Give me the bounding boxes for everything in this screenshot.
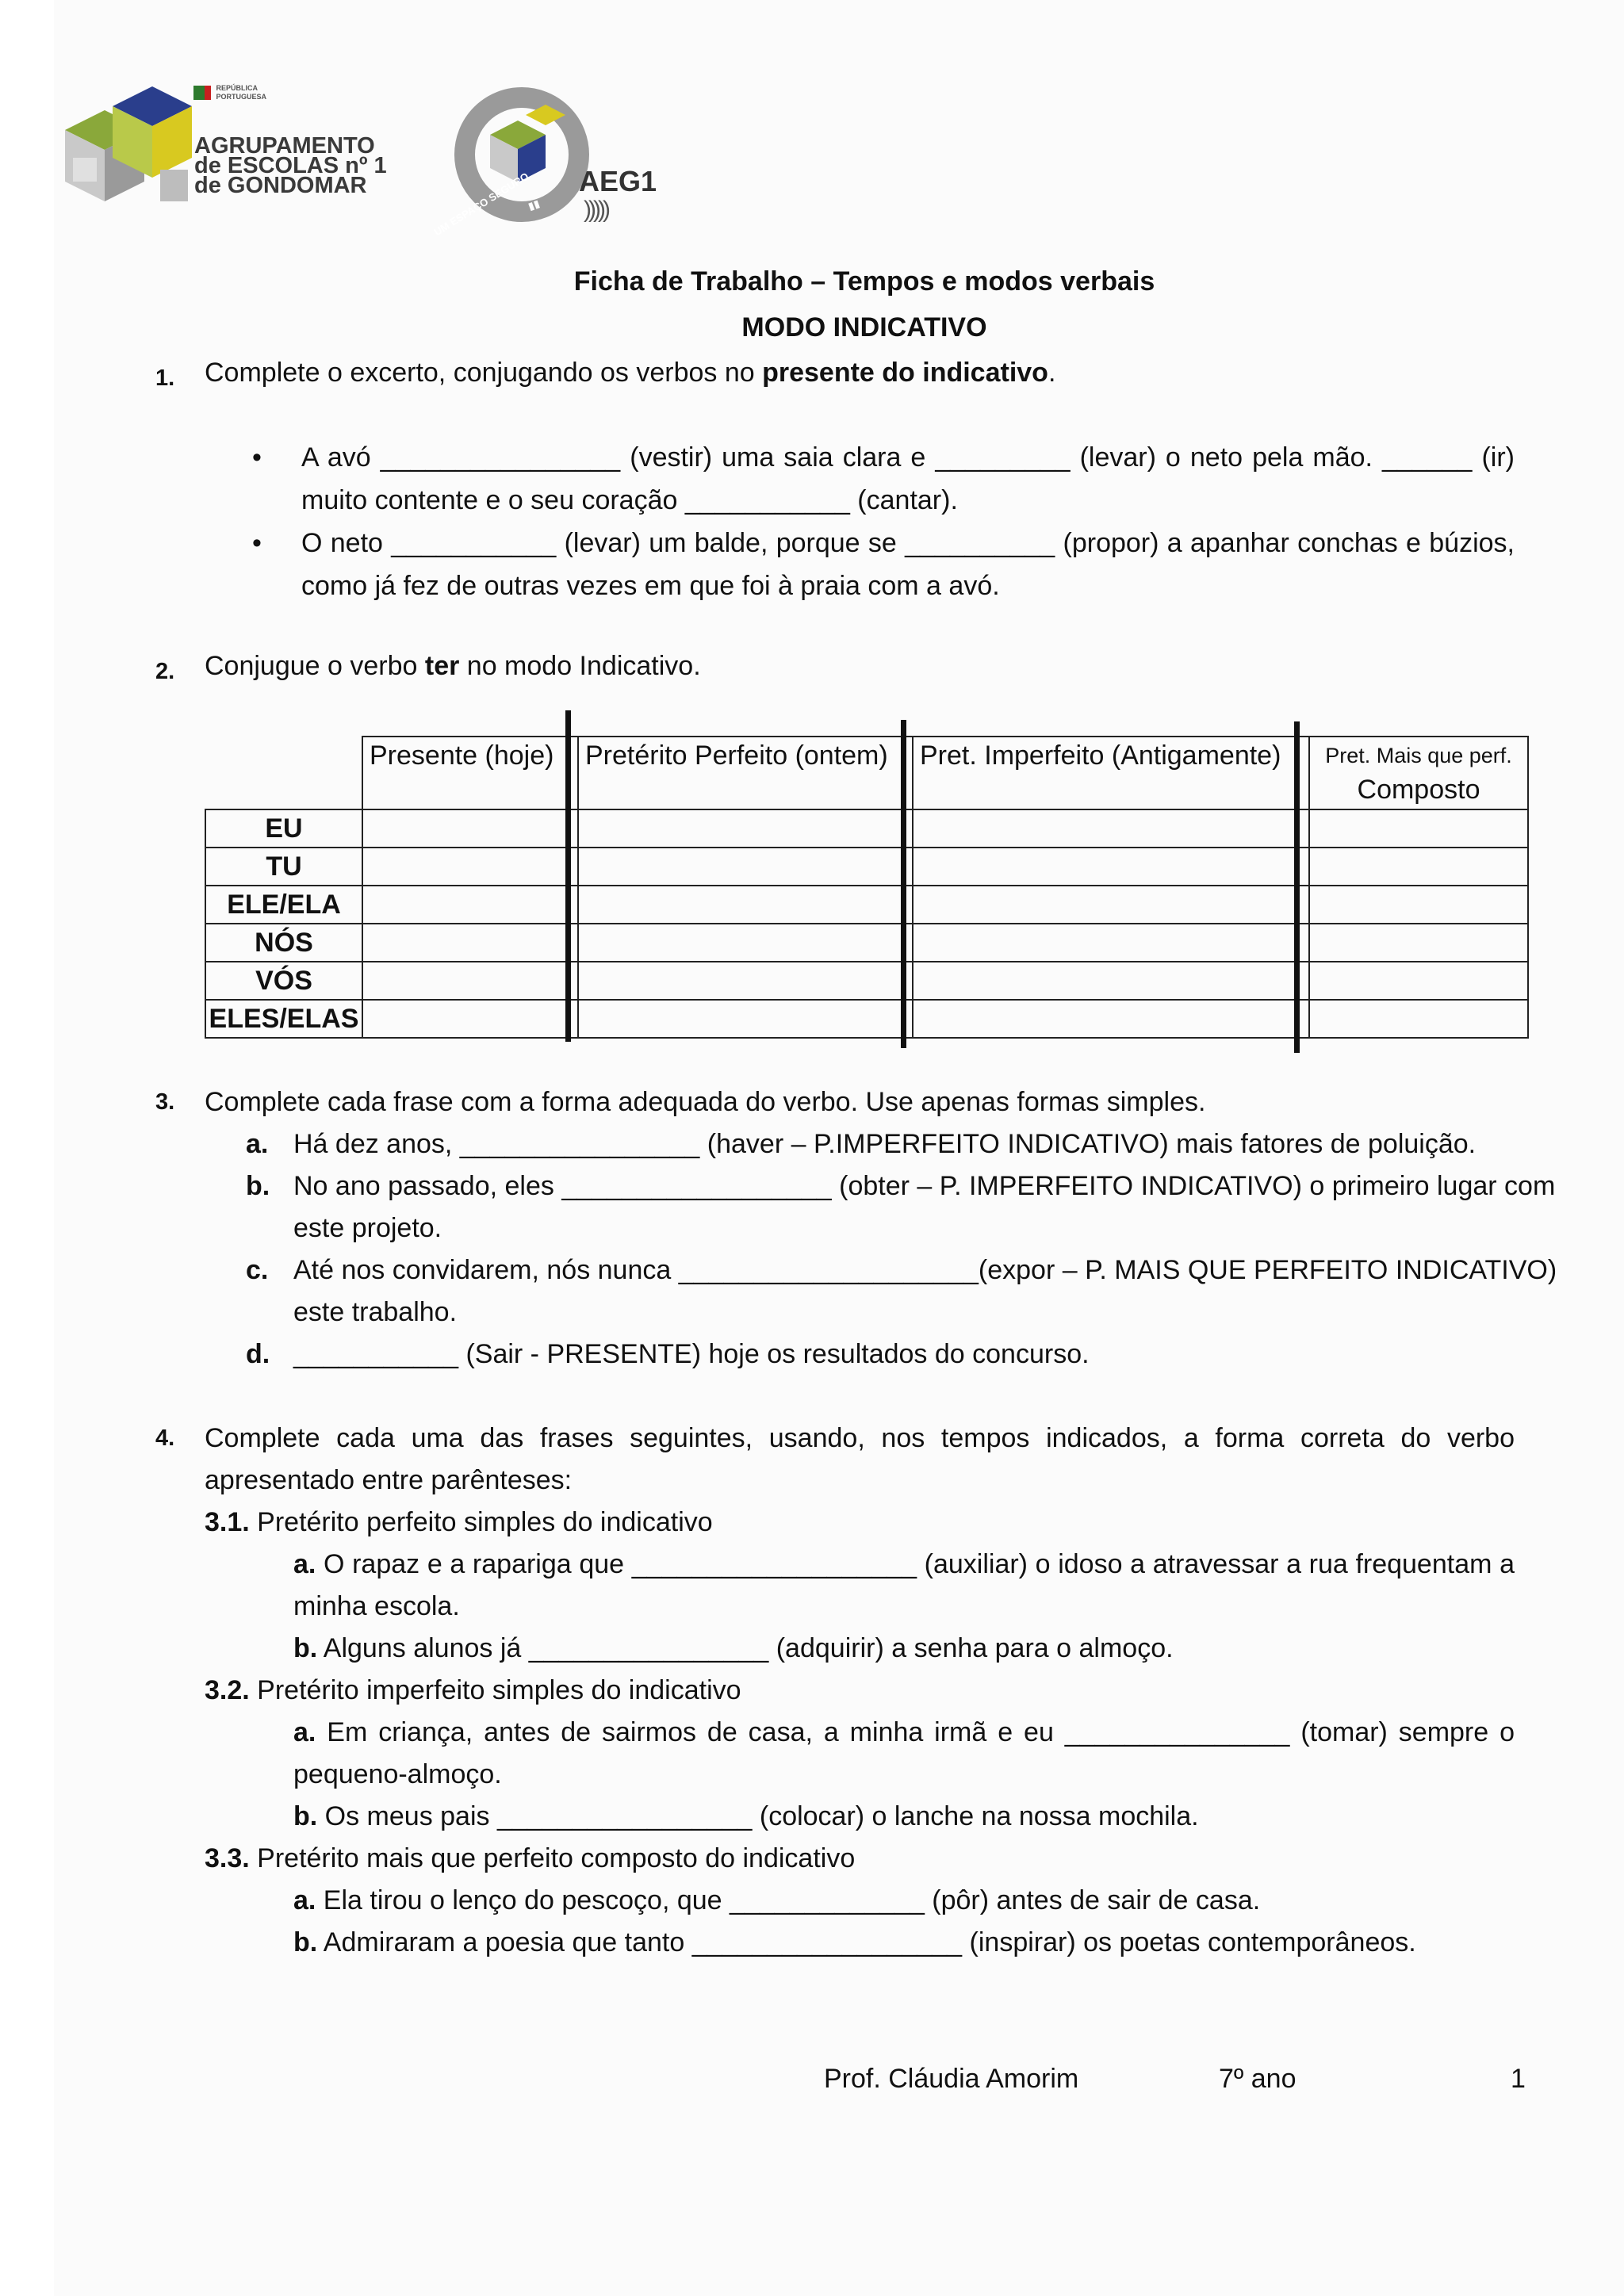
page-title: Ficha de Trabalho – Tempos e modos verbais — [573, 266, 1155, 297]
table-row — [205, 848, 1528, 886]
answer-cell[interactable] — [362, 924, 578, 962]
footer-teacher: Prof. Cláudia Amorim — [824, 2064, 1079, 2094]
aeg1-logo — [431, 79, 657, 239]
s3-1-item-b: b. Alguns alunos já ________________ (adquirir) a senha para o almoço. — [293, 1633, 1174, 1663]
column-header: Pret. Mais que perf. Composto — [1309, 737, 1528, 809]
table-row — [205, 886, 1528, 924]
answer-cell[interactable] — [362, 962, 578, 1000]
section-3-2-title: 3.2. Pretérito imperfeito simples do indicativo — [205, 1675, 741, 1705]
answer-cell[interactable] — [578, 809, 913, 848]
answer-cell[interactable] — [1309, 886, 1528, 924]
question-1-text: Complete o excerto, conjugando os verbos no presente do indicativo. — [205, 358, 1056, 388]
table-header-row — [205, 737, 1528, 809]
pronoun-cell: TU — [205, 848, 362, 886]
pronoun-cell: ELE/ELA — [205, 886, 362, 924]
q3-item-c-line-2: este trabalho. — [293, 1297, 458, 1327]
conjugation-table — [205, 736, 1529, 1039]
pronoun-cell: VÓS — [205, 962, 362, 1000]
q3-item-d: ___________ (Sair - PRESENTE) hoje os resultados do concurso. — [293, 1339, 1090, 1369]
answer-cell[interactable] — [578, 886, 913, 924]
item-letter: b. — [246, 1171, 270, 1201]
answer-cell[interactable] — [913, 1000, 1309, 1038]
thick-divider — [565, 710, 571, 1042]
q1-bullet-2-line-1: O neto ___________ (levar) um balde, porque se __________ (propor) a apanhar conchas e búzios, — [301, 528, 1515, 558]
government-label: REPÚBLICA PORTUGUESA — [193, 84, 266, 101]
table-row — [205, 1000, 1528, 1038]
answer-cell[interactable] — [913, 924, 1309, 962]
bullet-icon: • — [252, 442, 262, 473]
question-4-line-2: apresentado entre parênteses: — [205, 1465, 573, 1495]
section-3-1-title: 3.1. Pretérito perfeito simples do indicativo — [205, 1507, 713, 1537]
s3-2-item-a-line-1: a. Em criança, antes de sairmos de casa, a minha irmã e eu _______________ (tomar) sempre o — [293, 1717, 1515, 1747]
question-number: 1. — [155, 365, 175, 391]
page-number: 1 — [1511, 2064, 1526, 2094]
item-letter: a. — [246, 1129, 269, 1159]
signal-icon: ))))) — [584, 197, 607, 223]
answer-cell[interactable] — [578, 1000, 913, 1038]
bullet-icon: • — [252, 528, 262, 558]
section-3-3-title: 3.3. Pretérito mais que perfeito composto do indicativo — [205, 1843, 856, 1873]
answer-cell[interactable] — [913, 886, 1309, 924]
table-row — [205, 924, 1528, 962]
pronoun-cell: ELES/ELAS — [205, 1000, 362, 1038]
s3-3-item-a: a. Ela tirou o lenço do pescoço, que _____________ (pôr) antes de sair de casa. — [293, 1885, 1261, 1915]
answer-cell[interactable] — [1309, 809, 1528, 848]
table-row — [205, 809, 1528, 848]
question-number: 4. — [155, 1425, 175, 1451]
answer-cell[interactable] — [1309, 1000, 1528, 1038]
q3-item-b-line-2: este projeto. — [293, 1213, 442, 1243]
answer-cell[interactable] — [1309, 924, 1528, 962]
school-name: AGRUPAMENTO de ESCOLAS nº 1 de GONDOMAR — [194, 133, 387, 198]
answer-cell[interactable] — [362, 848, 578, 886]
q3-item-a: Há dez anos, ________________ (haver – P.IMPERFEITO INDICATIVO) mais fatores de poluição. — [293, 1129, 1477, 1159]
item-letter: c. — [246, 1255, 269, 1285]
answer-cell[interactable] — [362, 886, 578, 924]
answer-cell[interactable] — [1309, 848, 1528, 886]
table-corner — [205, 737, 362, 809]
q3-item-c-line-1: Até nos convidarem, nós nunca ____________________(expor – P. MAIS QUE PERFEITO INDICATIVO) — [293, 1255, 1557, 1285]
thick-divider — [901, 720, 906, 1048]
item-letter: d. — [246, 1339, 270, 1369]
answer-cell[interactable] — [913, 962, 1309, 1000]
school-cubes-icon — [57, 82, 200, 217]
column-header: Pretérito Perfeito (ontem) — [578, 737, 913, 809]
s3-1-item-a-line-1: a. O rapaz e a rapariga que ___________________ (auxiliar) o idoso a atravessar a rua frequentam a — [293, 1549, 1515, 1579]
pronoun-cell: EU — [205, 809, 362, 848]
q1-bullet-2-line-2: como já fez de outras vezes em que foi à praia com a avó. — [301, 571, 1000, 601]
q1-bullet-1-line-1: A avó ________________ (vestir) uma saia clara e _________ (levar) o neto pela mão. ______ (ir) — [301, 442, 1515, 473]
answer-cell[interactable] — [913, 809, 1309, 848]
q3-item-b-line-1: No ano passado, eles __________________ (obter – P. IMPERFEITO INDICATIVO) o primeiro lugar com — [293, 1171, 1556, 1201]
q1-bullet-1-line-2: muito contente e o seu coração ___________ (cantar). — [301, 485, 958, 515]
thick-divider — [1294, 721, 1300, 1053]
question-3-text: Complete cada frase com a forma adequada do verbo. Use apenas formas simples. — [205, 1087, 1206, 1117]
answer-cell[interactable] — [578, 924, 913, 962]
answer-cell[interactable] — [1309, 962, 1528, 1000]
aeg1-label: AEG1 — [579, 165, 657, 197]
footer-year: 7º ano — [1219, 2064, 1297, 2094]
answer-cell[interactable] — [913, 848, 1309, 886]
s3-3-item-b: b. Admiraram a poesia que tanto __________________ (inspirar) os poetas contemporâneos. — [293, 1927, 1416, 1957]
column-header: Presente (hoje) — [362, 737, 578, 809]
answer-cell[interactable] — [578, 962, 913, 1000]
s3-2-item-a-line-2: pequeno-almoço. — [293, 1759, 502, 1789]
answer-cell[interactable] — [578, 848, 913, 886]
column-header: Pret. Imperfeito (Antigamente) — [913, 737, 1309, 809]
answer-cell[interactable] — [362, 1000, 578, 1038]
svg-text:▮▮: ▮▮ — [527, 197, 542, 213]
question-2-text: Conjugue o verbo ter no modo Indicativo. — [205, 651, 701, 681]
pronoun-cell: NÓS — [205, 924, 362, 962]
question-4-line-1: Complete cada uma das frases seguintes, usando, nos tempos indicados, a forma correta do verbo — [205, 1423, 1515, 1453]
table-row — [205, 962, 1528, 1000]
answer-cell[interactable] — [362, 809, 578, 848]
question-number: 2. — [155, 659, 175, 684]
aeg1-ring-text: UM ESPAÇO SEGURO — [431, 170, 531, 239]
page-subtitle: MODO INDICATIVO — [741, 312, 987, 342]
question-number: 3. — [155, 1089, 175, 1115]
s3-1-item-a-line-2: minha escola. — [293, 1591, 460, 1621]
s3-2-item-b: b. Os meus pais _________________ (colocar) o lanche na nossa mochila. — [293, 1801, 1199, 1831]
